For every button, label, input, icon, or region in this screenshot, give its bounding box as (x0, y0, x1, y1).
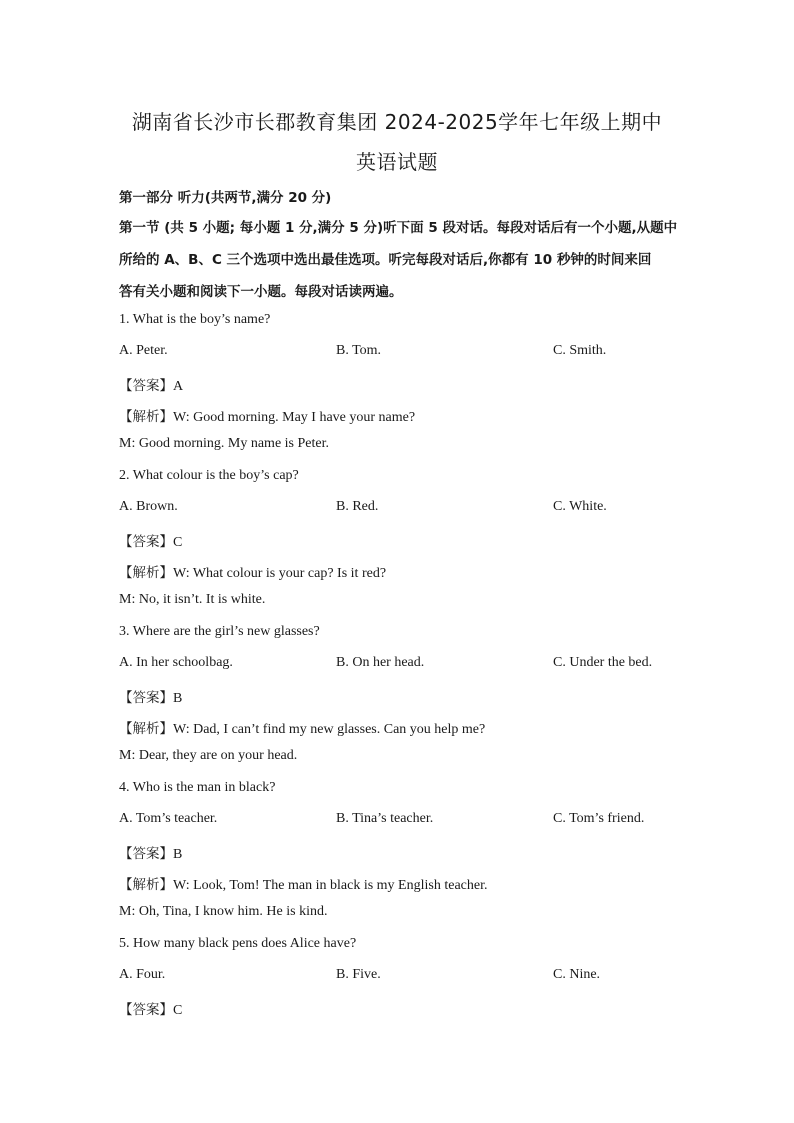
answer-tag: 【答案】 (119, 534, 173, 550)
analysis-line (119, 561, 386, 582)
answer-value: C (173, 535, 183, 550)
question-stem: 1. What is the boy’s name? (119, 312, 271, 327)
option-a: A. Four. (119, 967, 166, 982)
analysis-line (119, 405, 415, 426)
answer-tag: 【答案】 (119, 1002, 173, 1018)
answer-tag: 【答案】 (119, 378, 173, 394)
exam-title: 湖南省长沙市长郡教育集团 2024-2025学年七年级上期中 (131, 110, 663, 134)
answer-line (119, 530, 182, 551)
option-b: B. Red. (336, 499, 379, 514)
analysis-tag: 【解析】 (119, 721, 173, 737)
section-instructions-line-1: 第一节 (共 5 小题; 每小题 1 分,满分 5 分)听下面 5 段对话。每段对话后有一个小题,从题中 (119, 220, 678, 236)
analysis-m: M: Oh, Tina, I know him. He is kind. (119, 904, 328, 919)
section-instructions-line-2: 所给的 A、B、C 三个选项中选出最佳选项。听完每段对话后,你都有 10 秒钟的时间来回 (119, 252, 652, 268)
option-c: C. Smith. (553, 343, 607, 358)
option-a: A. Brown. (119, 499, 178, 514)
option-c: C. Nine. (553, 967, 601, 982)
answer-tag: 【答案】 (119, 690, 173, 706)
answer-value: B (173, 847, 183, 862)
question-stem: 3. Where are the girl’s new glasses? (119, 624, 320, 639)
option-a: A. Peter. (119, 343, 168, 358)
option-a: A. Tom’s teacher. (119, 811, 218, 826)
analysis-line (119, 717, 485, 738)
option-b: B. Tom. (336, 343, 382, 358)
option-c: C. White. (553, 499, 607, 514)
analysis-w: W: Look, Tom! The man in black is my English teacher. (173, 878, 488, 893)
analysis-w: W: Good morning. May I have your name? (173, 410, 416, 425)
answer-line (119, 686, 182, 707)
analysis-tag: 【解析】 (119, 409, 173, 425)
question-stem: 5. How many black pens does Alice have? (119, 936, 357, 951)
option-c: C. Tom’s friend. (553, 811, 645, 826)
answer-line (119, 374, 183, 395)
part-heading: 第一部分 听力(共两节,满分 20 分) (119, 190, 332, 206)
option-b: B. Five. (336, 967, 381, 982)
question-stem: 2. What colour is the boy’s cap? (119, 468, 299, 483)
option-b: B. On her head. (336, 655, 425, 670)
option-a: A. In her schoolbag. (119, 655, 233, 670)
analysis-line (119, 873, 487, 894)
section-instructions-line-3: 答有关小题和阅读下一小题。每段对话读两遍。 (119, 284, 403, 300)
analysis-m: M: Dear, they are on your head. (119, 748, 298, 763)
analysis-tag: 【解析】 (119, 565, 173, 581)
answer-line (119, 842, 182, 863)
analysis-m: M: No, it isn’t. It is white. (119, 592, 266, 607)
analysis-w: W: What colour is your cap? Is it red? (173, 566, 387, 581)
answer-line (119, 998, 182, 1019)
answer-value: C (173, 1003, 183, 1018)
analysis-w: W: Dad, I can’t find my new glasses. Can you help me? (173, 722, 486, 737)
answer-value: B (173, 691, 183, 706)
answer-tag: 【答案】 (119, 846, 173, 862)
option-c: C. Under the bed. (553, 655, 653, 670)
analysis-m: M: Good morning. My name is Peter. (119, 436, 329, 451)
option-b: B. Tina’s teacher. (336, 811, 434, 826)
question-stem: 4. Who is the man in black? (119, 780, 276, 795)
answer-value: A (173, 379, 184, 394)
exam-subtitle: 英语试题 (356, 150, 438, 174)
analysis-tag: 【解析】 (119, 877, 173, 893)
